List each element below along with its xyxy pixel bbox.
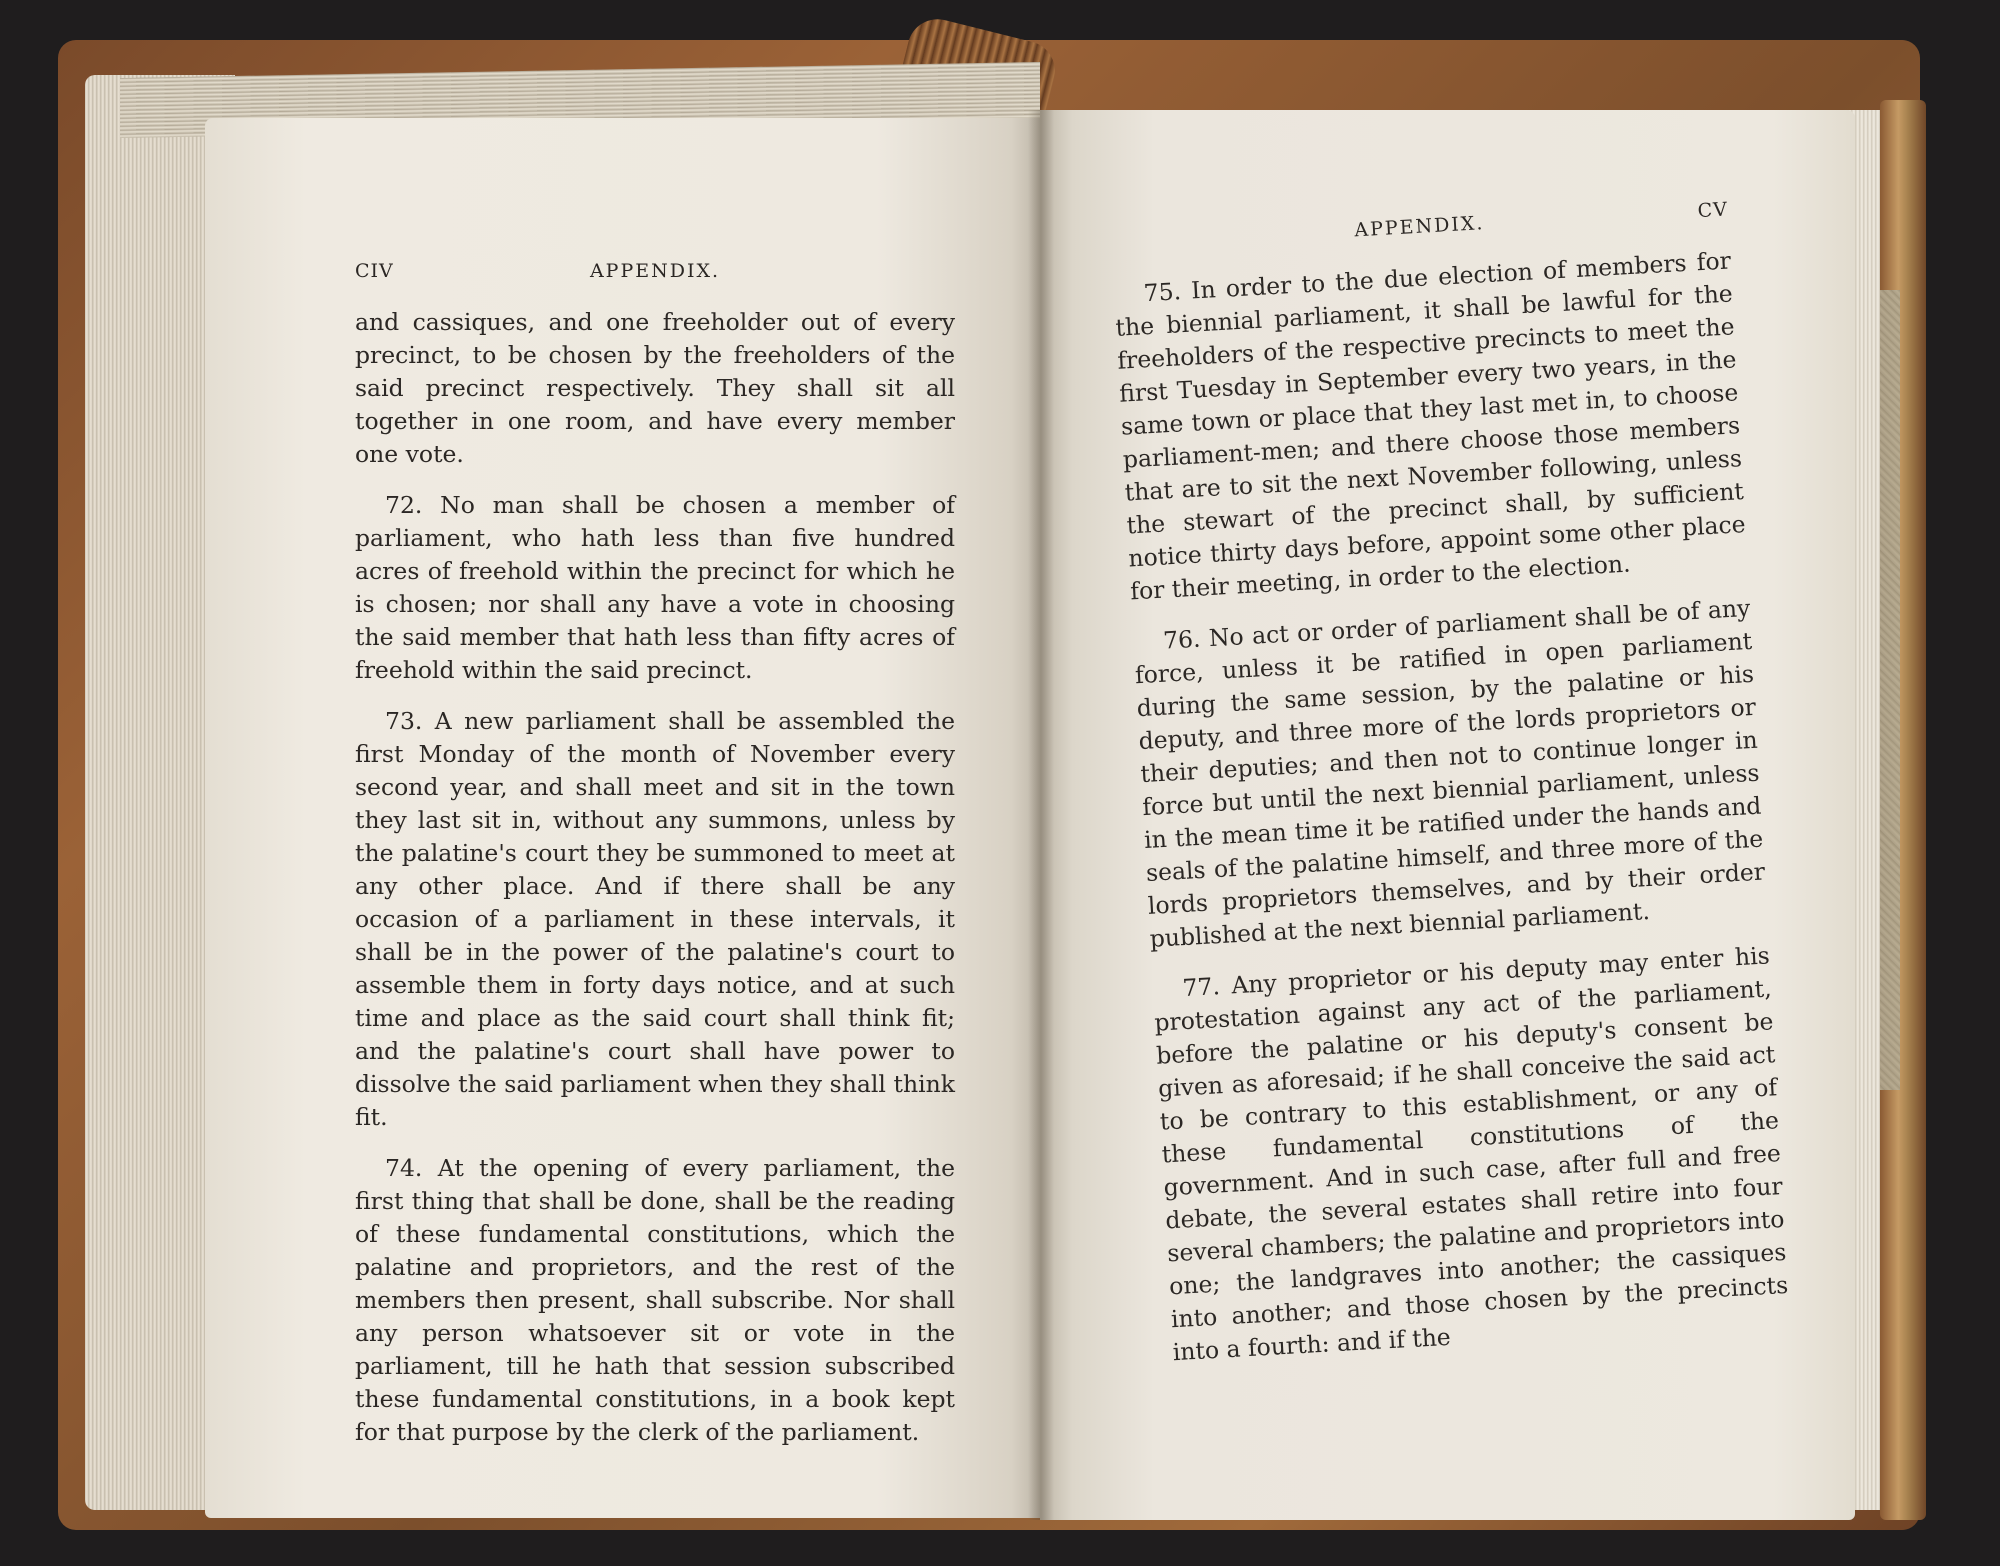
paragraph-74: 74. At the opening of every parliament, the first thing that shall be done, shall be the reading of these fundamental constitutions, which the palatine and proprietors, and the rest of the members then present, shall subscribe. Nor shall any person whatsoever sit or vote in the parliament, till he hath that session subscribed these fundamental constitutions, in a book kept for that purpose by the clerk of the parliament. <box>355 1154 955 1446</box>
paragraph-77: 77. Any proprietor or his deputy may enter his protestation against any act of the parliament, before the palatine or his deputy's consent be given as aforesaid; if he shall conceive the said act to be contrary to this establishment, or any of these fundamental constitutions of the government. And in such case, after full and free debate, the several estates shall retire into four several chambers; the palatine and proprietors into one; the landgraves into another; the cassiques into another; and those chosen by the precincts into a fourth: and if the <box>1153 941 1789 1367</box>
paragraph-75: 75. In order to the due election of members for the biennial parliament, it shall be lawful for the freeholders of the respective precincts to meet the first Tuesday in September every two years, in the same town or place that they last met in, to choose parliament-men; and there choose those members that are to sit the next November following, unless the stewart of the precinct shall, by sufficient notice thirty days before, appoint some other place for their meeting, in order to the election. <box>1114 246 1747 606</box>
paragraph-73: 73. A new parliament shall be assembled the first Monday of the month of November every second year, and shall meet and sit in the town they last sit in, without any summons, unless by the palatine's court they be summoned to meet at any other place. And if there shall be any occasion of a parliament in these intervals, it shall be in the power of the palatine's court to assemble them in forty days notice, and at such time and place as the said court shall think fit; and the palatine's court shall have power to dissolve the said parliament when they shall think fit. <box>355 707 955 1131</box>
running-head-title: APPENDIX. <box>589 260 721 282</box>
paragraph-76: 76. No act or order of parliament shall be of any force, unless it be ratified in open parliament during the same session, by the palatine or his deputy, and three more of the lords proprietors or their deputies; and then not to continue longer in force but until the next biennial parliament, unless in the mean time it be ratified under the hands and seals of the palatine himself, and three more of the lords proprietors themselves, and by their order published at the next biennial parliament. <box>1134 593 1766 953</box>
page-number: CIV <box>355 260 394 282</box>
running-head-title: APPENDIX. <box>1353 212 1485 242</box>
gutter <box>1028 110 1054 1520</box>
left-running-head <box>355 255 955 288</box>
paragraph-continuation: and cassiques, and one freeholder out of every precinct, to be chosen by the freeholders of the said precinct respectively. They shall sit all together in one room, and have every member one vote. <box>355 308 955 468</box>
paragraph-72: 72. No man shall be chosen a member of parliament, who hath less than five hundred acres of freehold within the precinct for which he is chosen; nor shall any have a vote in choosing the said member that hath less than fifty acres of freehold within the said precinct. <box>355 491 955 684</box>
page-number: CV <box>1697 198 1729 223</box>
right-page-text <box>1110 194 1792 1388</box>
left-page-text <box>355 255 955 1467</box>
